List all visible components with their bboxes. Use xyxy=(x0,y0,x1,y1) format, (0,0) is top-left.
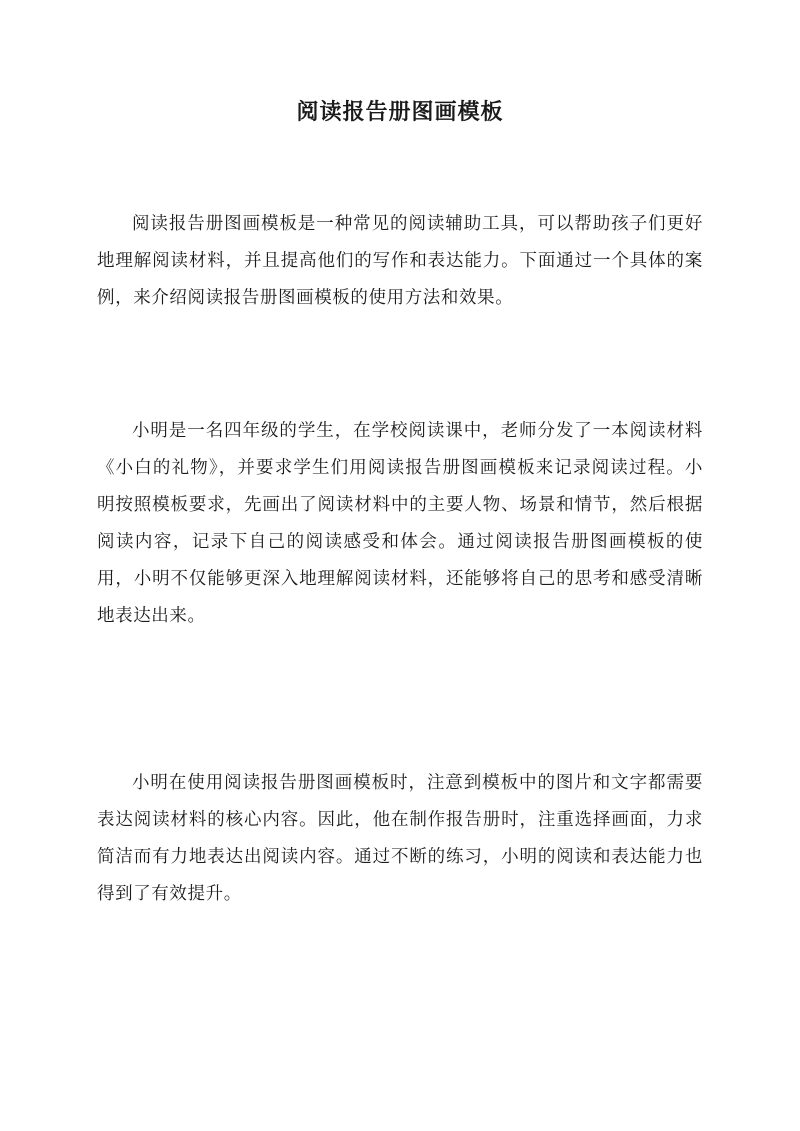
paragraph-case: 小明是一名四年级的学生，在学校阅读课中，老师分发了一本阅读材料《小白的礼物》，并要求学生们用阅读报告册图画模板来记录阅读过程。小明按照模板要求，先画出了阅读材料中的主要人物、场景和情节，然后根据阅读内容，记录下自己的阅读感受和体会。通过阅读报告册图画模板的使用，小明不仅能够更深入地理解阅读材料，还能够将自己的思考和感受清晰地表达出来。 xyxy=(97,421,703,626)
page-title: 阅读报告册图画模板 xyxy=(296,99,504,125)
paragraph-effect: 小明在使用阅读报告册图画模板时，注意到模板中的图片和文字都需要表达阅读材料的核心内容。因此，他在制作报告册时，注重选择画面，力求简洁而有力地表达出阅读内容。通过不断的练习，小明的阅读和表达能力也得到了有效提升。 xyxy=(97,773,703,904)
paragraph-intro: 阅读报告册图画模板是一种常见的阅读辅助工具，可以帮助孩子们更好地理解阅读材料，并且提高他们的写作和表达能力。下面通过一个具体的案例，来介绍阅读报告册图画模板的使用方法和效果。 xyxy=(97,214,703,308)
